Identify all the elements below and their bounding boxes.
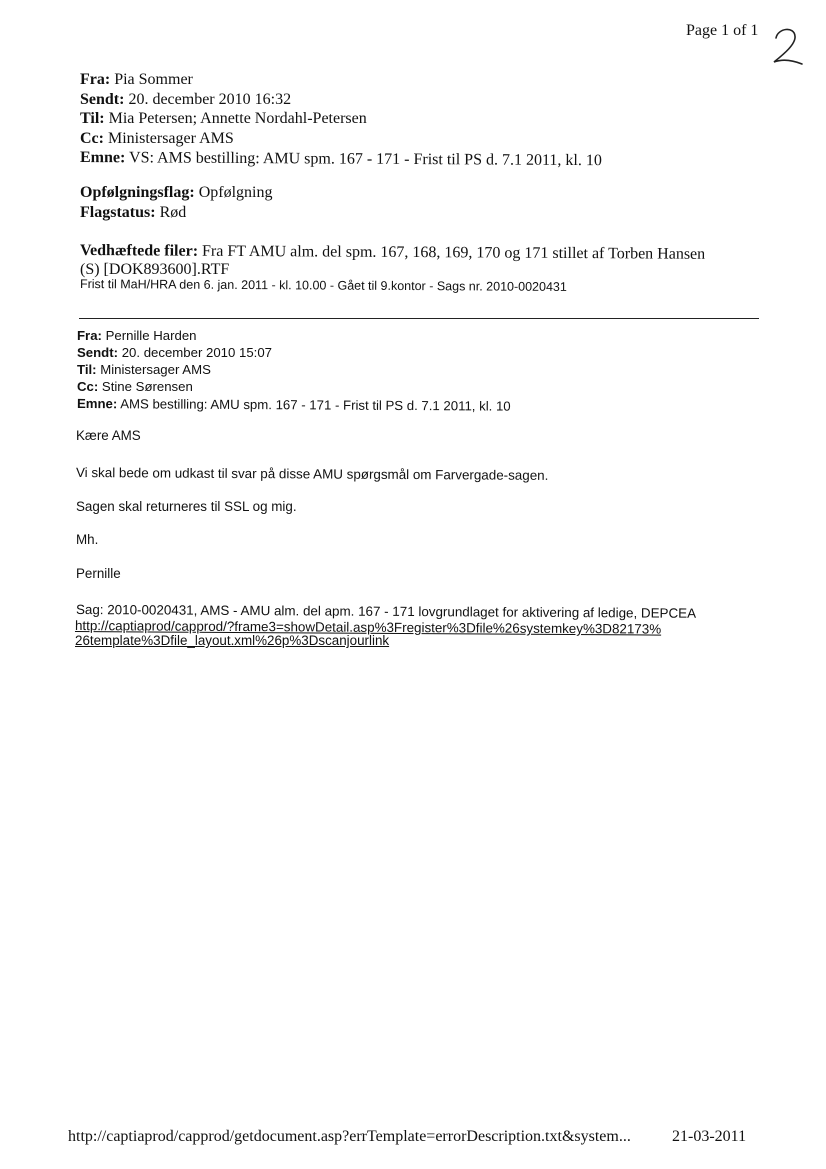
footer-url: http://captiaprod/capprod/getdocument.asp?errTemplate=errorDescription.txt&system... <box>68 1128 631 1145</box>
body-paragraph-1: Vi skal bede om udkast til svar på disse AMU spørgsmål om Farvergade-sagen. <box>75 465 549 483</box>
original-sent-row <box>77 344 511 361</box>
subject-label: Emne: <box>79 149 126 167</box>
sent-label: Sendt: <box>80 90 125 108</box>
from-value: Pernille Harden <box>105 328 197 343</box>
flag-status-label: Flagstatus: <box>80 203 156 221</box>
sent-label: Sendt: <box>77 345 119 360</box>
forwarded-from-row <box>80 70 602 90</box>
original-to-row <box>77 361 511 378</box>
to-value: Ministersager AMS <box>100 362 211 377</box>
attachments-block <box>80 241 705 279</box>
flag-row <box>80 183 272 203</box>
flag-status-value: Rød <box>159 203 187 221</box>
body-paragraph-2: Sagen skal returneres til SSL og mig. <box>76 499 297 514</box>
sign-off: Mh. <box>76 532 99 547</box>
case-reference: Sag: 2010-0020431, AMS - AMU alm. del apm. 167 - 171 lovgrundlaget for aktivering af ledige, DEPCEA <box>75 602 697 621</box>
sent-value: 20. december 2010 16:32 <box>128 90 292 108</box>
original-subject-row <box>77 395 511 415</box>
cc-label: Cc: <box>80 129 104 147</box>
from-value: Pia Sommer <box>114 71 193 88</box>
forwarded-subject-row <box>80 148 602 171</box>
flag-label: Opfølgningsflag: <box>80 184 195 201</box>
cc-value: Ministersager AMS <box>107 129 234 147</box>
cc-value: Stine Sørensen <box>101 379 193 394</box>
handwritten-number-2 <box>768 26 808 70</box>
case-link-line1[interactable]: http://captiaprod/capprod/?frame3=showDetail.asp%3Fregister%3Dfile%26systemkey%3D82173% <box>74 618 662 637</box>
attachments-row <box>80 241 705 264</box>
subject-value: AMS bestilling: AMU spm. 167 - 171 - Frist til PS d. 7.1 2011, kl. 10 <box>120 396 511 414</box>
to-label: Til: <box>80 110 105 127</box>
from-label: Fra: <box>80 71 111 88</box>
subject-label: Emne: <box>76 396 118 412</box>
original-cc-row <box>77 378 511 395</box>
flag-status-row <box>80 203 272 223</box>
sent-value: 20. december 2010 15:07 <box>121 345 273 360</box>
greeting: Kære AMS <box>76 428 141 443</box>
forwarded-cc-row <box>80 129 602 149</box>
attachment-note: Frist til MaH/HRA den 6. jan. 2011 - kl. 10.00 - Gået til 9.kontor - Sags nr. 2010-0020431 <box>79 277 567 294</box>
to-label: Til: <box>77 362 97 377</box>
forwarded-to-row <box>80 109 602 129</box>
flag-value: Opfølgning <box>198 184 273 201</box>
attachments-label: Vedhæftede filer: <box>79 242 199 260</box>
separator-line <box>79 318 759 319</box>
original-header <box>77 327 511 412</box>
attachment-filename-line1: Fra FT AMU alm. del spm. 167, 168, 169, 170 og 171 stillet af Torben Hansen <box>201 242 706 263</box>
cc-label: Cc: <box>77 379 99 394</box>
attachment-filename-line2: (S) [DOK893600].RTF <box>80 261 230 278</box>
flag-block <box>80 183 272 222</box>
footer-date: 21-03-2011 <box>672 1128 747 1145</box>
from-label: Fra: <box>77 328 102 343</box>
signature: Pernille <box>76 566 121 581</box>
original-from-row <box>77 327 511 344</box>
page-number: Page 1 of 1 <box>686 22 759 39</box>
subject-value: VS: AMS bestilling: AMU spm. 167 - 171 - Frist til PS d. 7.1 2011, kl. 10 <box>128 149 602 170</box>
case-link-line2[interactable]: 26template%3Dfile_layout.xml%26p%3Dscanjourlink <box>75 633 390 648</box>
to-value: Mia Petersen; Annette Nordahl-Petersen <box>108 110 367 127</box>
forwarded-sent-row <box>80 90 602 110</box>
forwarded-header <box>80 70 602 168</box>
